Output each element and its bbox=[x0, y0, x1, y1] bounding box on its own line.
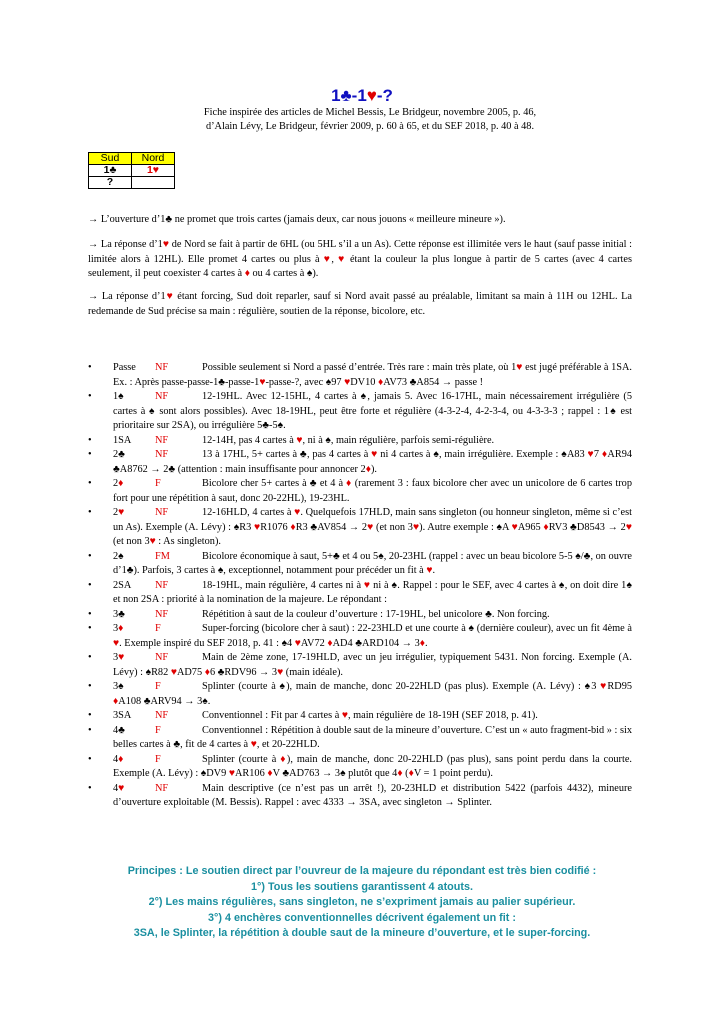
forcing-tag: NF bbox=[155, 391, 169, 402]
list-item bbox=[88, 608, 632, 623]
forcing-tag: NF bbox=[155, 608, 169, 620]
heart-suit-icon: ♥ bbox=[294, 507, 301, 518]
principles-line: 1°) Tous les soutiens garantissent 4 atouts. bbox=[251, 880, 473, 893]
diamond-suit-icon: ♦ bbox=[267, 768, 273, 779]
bid-description: Splinter (courte à ♠), main de manche, donc 20-22HLD (pas plus). Exemple (A. Lévy) : ♠3 ♥RD95 ♦A108 ♣ARV94 → 3♠. bbox=[113, 681, 632, 707]
heart-suit-icon: ♥ bbox=[296, 434, 303, 446]
heart-suit-icon: ♥ bbox=[412, 521, 420, 533]
bid-label: 1♠ bbox=[113, 391, 124, 402]
list-item bbox=[88, 506, 632, 550]
list-item bbox=[88, 782, 632, 811]
heart-suit-icon: ♥ bbox=[118, 507, 125, 518]
list-item bbox=[88, 622, 632, 651]
diamond-suit-icon: ♦ bbox=[327, 637, 333, 649]
bid-description: 12-16HLD, 4 cartes à ♥. Quelquefois 17HLD, main sans singleton (ou honneur singleton, même si c’est un As). Exemple (A. Lévy) : ♠R3 ♥R1076 ♦R3 ♣AV854 → 2♥ (et non 3♥). Autre exemple : ♠A ♥A965 ♦RV3 ♣D8543 → 2♥ (et non 3♥ : As singleton). bbox=[113, 507, 632, 547]
heart-suit-icon: ♥ bbox=[170, 666, 177, 678]
bid-label: 2♠ bbox=[113, 550, 124, 562]
bid-description: 12-19HL. Avec 12-15HL, 4 cartes à ♠, jamais 5. Avec 16-17HL, main nécessairement irrégulière (5 cartes à ♠ sont alors possibles). Avec 18-19HL, peut être forte et régulière (4-3-2-4, 4-2-3-4, ou 4-3-3-3 ; rappel : 1♠ est prioritaire sur 2SA), ou irrégulière 5♣-5♠. bbox=[113, 391, 632, 431]
bid-description: 13 à 17HL, 5+ cartes à ♣, pas 4 cartes à ♥ ni 4 cartes à ♠, main irrégulière. Exemple : ♠A83 ♥7 ♦AR94 ♣A8762 → 2♣ (attention : main insuffisante pour annoncer 2♦). bbox=[113, 449, 632, 475]
heart-suit-icon: ♥ bbox=[253, 521, 261, 533]
bid-label: 2SA bbox=[113, 579, 132, 591]
bid-cell: 1♣ bbox=[89, 165, 132, 177]
bullet: • bbox=[88, 391, 92, 402]
forcing-tag: NF bbox=[155, 434, 169, 446]
heart-suit-icon: ♥ bbox=[113, 637, 120, 649]
bullet: • bbox=[88, 608, 92, 620]
bid-description: Main de 2ème zone, 17-19HLD, avec un jeu irrégulier, typiquement 5431. Non forcing. Exemple (A. Lévy) : ♠R82 ♥AD75 ♦6 ♣RDV96 → 3♥ (main idéale). bbox=[113, 652, 632, 678]
list-item bbox=[88, 709, 632, 724]
bid-description: Splinter (courte à ♦), main de manche, donc 20-22HLD (pas plus), sans point perdu dans la courte. Exemple (A. Lévy) : ♠DV9 ♥AR106 ♦V ♣AD763 → 3♠ plutôt que 4♦ (♦V = 1 point perdu). bbox=[113, 753, 632, 779]
heart-suit-icon: ♥ bbox=[323, 253, 332, 265]
intro-paragraph: → La réponse d’1♥ de Nord se fait à partir de 6HL (ou 5HL s’il a un As). Cette réponse est illimitée vers le haut (sauf passe initial : limitée alors à 12HL). Elle promet 4 cartes ou plus à ♥, ♥ étant la couleur la plus longue à partir de 5 cartes (avec 4 cartes seulement, il peut coexister 4 cartes à ♦ ou 4 cartes à ♠). bbox=[88, 239, 632, 279]
forcing-tag: NF bbox=[155, 782, 169, 794]
forcing-tag: NF bbox=[155, 507, 169, 518]
bullet: • bbox=[88, 449, 92, 460]
principles-line: 3SA, le Splinter, la répétition à double saut de la mineure d’ouverture, et le super-forcing. bbox=[133, 927, 591, 939]
diamond-suit-icon: ♦ bbox=[601, 449, 608, 460]
bid-label: 2♥ bbox=[113, 507, 125, 518]
diamond-suit-icon: ♦ bbox=[280, 753, 287, 765]
diamond-suit-icon: ♦ bbox=[290, 521, 296, 533]
forcing-tag: NF bbox=[155, 449, 169, 460]
heart-suit-icon: ♥ bbox=[259, 376, 266, 388]
forcing-tag: F bbox=[155, 724, 161, 736]
bid-label: 3♠ bbox=[113, 681, 124, 692]
heart-suit-icon: ♥ bbox=[149, 536, 156, 547]
bid-description: Conventionnel : Fit par 4 cartes à ♥, main régulière de 18-19H (SEF 2018, p. 41). bbox=[202, 710, 538, 721]
heart-suit-icon: ♥ bbox=[162, 239, 170, 250]
bid-label: 2♦ bbox=[113, 478, 124, 489]
bid-label: 3♣ bbox=[113, 608, 125, 620]
subtitle bbox=[120, 106, 620, 134]
diamond-suit-icon: ♦ bbox=[397, 768, 403, 779]
intro-paragraph: → L’ouverture d’1♣ ne promet que trois cartes (jamais deux, car nous jouons « meilleure mineure »). bbox=[88, 214, 506, 225]
forcing-tag: NF bbox=[155, 652, 169, 663]
heart-suit-icon: ♥ bbox=[363, 579, 371, 591]
diamond-suit-icon: ♦ bbox=[118, 478, 124, 489]
bullet: • bbox=[88, 478, 92, 489]
header-sud: Sud bbox=[89, 153, 132, 165]
bid-description: Super-forcing (bicolore cher à saut) : 22-23HLD et une courte à ♠ (dernière couleur), avec un fit 4ème à ♥. Exemple inspiré du SEF 2018, p. 41 : ♠4 ♥AV72 ♦AD4 ♣ARD104 → 3♦. bbox=[113, 623, 632, 649]
list-item bbox=[88, 390, 632, 434]
list-item bbox=[88, 477, 632, 506]
bid-label: 4♣ bbox=[113, 724, 125, 736]
heart-suit-icon: ♥ bbox=[516, 362, 523, 373]
heart-suit-icon: ♥ bbox=[118, 652, 125, 663]
bid-label: 4♦ bbox=[113, 753, 124, 765]
diamond-suit-icon: ♦ bbox=[377, 376, 384, 388]
bid-list bbox=[88, 361, 632, 811]
diamond-suit-icon: ♦ bbox=[408, 768, 414, 779]
subtitle-line: d’Alain Lévy, Le Bridgeur, février 2009, p. 60 à 65, et du SEF 2018, p. 40 à 48. bbox=[205, 121, 535, 132]
heart-suit-icon: ♥ bbox=[250, 739, 257, 750]
bid-cell bbox=[132, 177, 175, 189]
list-item bbox=[88, 753, 632, 782]
bullet: • bbox=[88, 362, 92, 373]
list-item bbox=[88, 680, 632, 709]
bid-label: 3♦ bbox=[113, 623, 124, 634]
diamond-suit-icon: ♦ bbox=[346, 478, 352, 489]
forcing-tag: FM bbox=[155, 550, 170, 562]
bullet: • bbox=[88, 681, 92, 692]
list-item bbox=[88, 361, 632, 390]
heart-suit-icon: ♥ bbox=[165, 291, 174, 302]
list-item bbox=[88, 550, 632, 579]
forcing-tag: NF bbox=[155, 710, 169, 721]
heart-suit-icon: ♥ bbox=[587, 449, 594, 460]
heart-suit-icon: ♥ bbox=[277, 666, 284, 678]
diamond-suit-icon: ♦ bbox=[204, 666, 210, 678]
diamond-suit-icon: ♦ bbox=[365, 463, 371, 475]
bid-label: 1SA bbox=[113, 434, 132, 446]
bid-label: 3♥ bbox=[113, 652, 125, 663]
principles-line: Principes : Le soutien direct par l’ouvreur de la majeure du répondant est très bien codifié : bbox=[127, 865, 597, 877]
bullet: • bbox=[88, 753, 92, 765]
diamond-suit-icon: ♦ bbox=[113, 695, 119, 707]
heart-suit-icon: ♥ bbox=[625, 521, 632, 533]
header-nord: Nord bbox=[132, 153, 175, 165]
bid-label: 3SA bbox=[113, 710, 132, 721]
bullet: • bbox=[88, 710, 92, 721]
bid-description: Main descriptive (ce n’est pas un arrêt !), 20-23HLD et distribution 5422 (parfois 4432), mineure d’ouverture exploitable (M. Bessis). Rappel : avec 4333 → 3SA, avec singleton → Splinter. bbox=[113, 782, 632, 808]
principles-line: 3°) 4 enchères conventionnelles décrivent également un fit : bbox=[208, 911, 516, 924]
principles-line: 2°) Les mains régulières, sans singleton, ne s’expriment jamais au palier supérieur. bbox=[148, 896, 576, 908]
forcing-tag: F bbox=[155, 623, 161, 634]
forcing-tag: F bbox=[155, 681, 161, 692]
forcing-tag: F bbox=[155, 753, 161, 765]
bullet: • bbox=[88, 434, 92, 446]
heart-suit-icon: ♥ bbox=[600, 681, 608, 692]
list-item bbox=[88, 448, 632, 477]
page-title: 1♣-1♥-? bbox=[331, 86, 393, 105]
diamond-suit-icon: ♦ bbox=[543, 521, 549, 533]
heart-suit-icon: ♥ bbox=[367, 521, 374, 533]
heart-suit-icon: ♥ bbox=[341, 710, 348, 721]
bid-description: 12-14H, pas 4 cartes à ♥, ni à ♠, main régulière, parfois semi-régulière. bbox=[202, 434, 495, 446]
bid-cell: ? bbox=[89, 177, 132, 189]
bid-cell: 1♥ bbox=[132, 165, 175, 177]
bullet: • bbox=[88, 782, 92, 794]
bullet: • bbox=[88, 579, 92, 591]
heart-suit-icon: ♥ bbox=[344, 376, 351, 388]
bid-description: Répétition à saut de la couleur d’ouverture : 17-19HL, bel unicolore ♣. Non forcing. bbox=[202, 608, 550, 620]
forcing-tag: F bbox=[155, 478, 161, 489]
forcing-tag: NF bbox=[155, 579, 169, 591]
bid-label: Passe bbox=[113, 362, 136, 373]
heart-suit-icon: ♥ bbox=[228, 768, 235, 779]
bid-label: 2♣ bbox=[113, 449, 125, 460]
bid-label: 4♥ bbox=[113, 782, 125, 794]
bullet: • bbox=[88, 507, 92, 518]
forcing-tag: NF bbox=[155, 362, 169, 373]
bid-description: Possible seulement si Nord a passé d’entrée. Très rare : main très plate, où 1♥ est jugé préférable à 1SA. Ex. : Après passe-passe-1♣-passe-1♥-passe-?, avec ♠97 ♥DV10 ♦AV73 ♣A854 → passe ! bbox=[113, 362, 632, 388]
heart-suit-icon: ♥ bbox=[118, 782, 125, 794]
list-item bbox=[88, 579, 632, 608]
diamond-suit-icon: ♦ bbox=[118, 753, 124, 765]
bullet: • bbox=[88, 623, 92, 634]
diamond-suit-icon: ♦ bbox=[244, 268, 250, 279]
diamond-suit-icon: ♦ bbox=[118, 623, 124, 634]
bid-description: Conventionnel : Répétition à double saut de la mineure d’ouverture. C’est un « auto fragment-bid » : six belles cartes à ♣, fit de 4 cartes à ♥, et 20-22HLD. bbox=[113, 724, 632, 750]
bullet: • bbox=[88, 724, 92, 736]
heart-suit-icon: ♥ bbox=[511, 521, 518, 533]
bid-description: Bicolore cher 5+ cartes à ♣ et 4 à ♦ (rarement 3 : faux bicolore cher avec un unicolore de 6 cartes trop fort pour une répétition à saut, donc 20-22HL), 19-23HL. bbox=[113, 478, 632, 504]
bid-description: Bicolore économique à saut, 5+♣ et 4 ou 5♠, 20-23HL (rappel : avec un beau bicolore 5-5 ♠/♣, on ouvre d’1♣). Parfois, 3 cartes à ♠, exceptionnel, notamment pour précéder un fit à ♥. bbox=[113, 550, 632, 576]
heart-suit-icon: ♥ bbox=[371, 449, 378, 460]
heart-suit-icon: ♥ bbox=[294, 637, 301, 649]
bullet: • bbox=[88, 550, 92, 562]
list-item bbox=[88, 724, 632, 753]
heart-suit-icon: ♥ bbox=[426, 565, 433, 576]
bullet: • bbox=[88, 652, 92, 663]
auction-table bbox=[88, 152, 175, 189]
list-item bbox=[88, 434, 632, 449]
intro-paragraph: → La réponse d’1♥ étant forcing, Sud doit reparler, sauf si Nord avait passé au préalable, limitant sa main à 11H ou 12HL. La redemande de Sud précise sa main : régulière, soutien de la réponse, bicolore, etc. bbox=[88, 291, 632, 317]
bid-description: 18-19HL, main régulière, 4 cartes ni à ♥ ni à ♠. Rappel : pour le SEF, avec 4 cartes à ♠, on doit dire 1♠ et non 2SA : priorité à la nomination de la majeure. Le répondant : bbox=[113, 579, 632, 605]
subtitle-line: Fiche inspirée des articles de Michel Bessis, Le Bridgeur, novembre 2005, p. 46, bbox=[203, 107, 537, 118]
principles-box bbox=[80, 864, 644, 942]
diamond-suit-icon: ♦ bbox=[419, 637, 425, 649]
list-item bbox=[88, 651, 632, 680]
heart-suit-icon: ♥ bbox=[338, 253, 346, 265]
